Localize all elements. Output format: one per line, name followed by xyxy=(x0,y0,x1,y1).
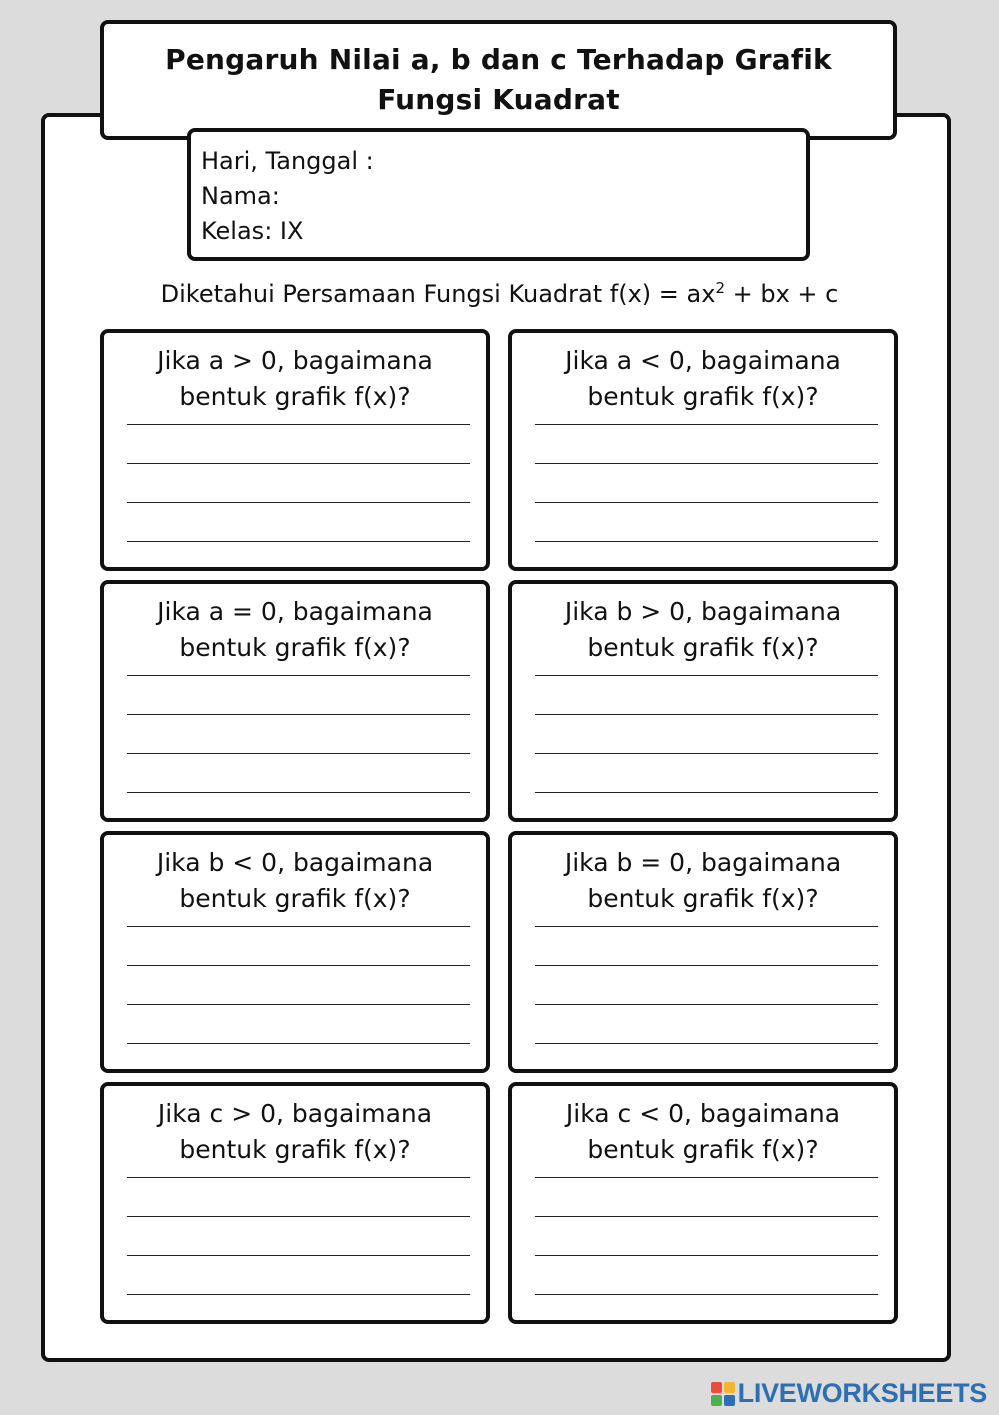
answer-line[interactable] xyxy=(127,1216,470,1217)
question-card-b-negative xyxy=(100,831,490,1073)
question-card-a-positive xyxy=(100,329,490,571)
answer-line[interactable] xyxy=(535,1043,878,1044)
answer-line[interactable] xyxy=(127,1294,470,1295)
question-text: Jika b = 0, bagaimana bentuk grafik f(x)? xyxy=(564,848,842,913)
equation-exponent: 2 xyxy=(715,279,725,297)
answer-line[interactable] xyxy=(127,965,470,966)
question-card-a-negative xyxy=(508,329,898,571)
answer-line[interactable] xyxy=(535,541,878,542)
question-card-c-negative xyxy=(508,1082,898,1324)
answer-line[interactable] xyxy=(535,1255,878,1256)
date-label: Hari, Tanggal : xyxy=(201,147,374,175)
answer-line[interactable] xyxy=(535,502,878,503)
answer-line[interactable] xyxy=(535,1216,878,1217)
answer-line[interactable] xyxy=(127,675,470,676)
logo-square xyxy=(711,1395,722,1406)
answer-line[interactable] xyxy=(127,502,470,503)
student-info-box xyxy=(187,128,810,261)
quadratic-equation xyxy=(0,270,999,312)
liveworksheets-brand xyxy=(711,1378,987,1409)
answer-line[interactable] xyxy=(127,541,470,542)
question-card-b-zero xyxy=(508,831,898,1073)
answer-line[interactable] xyxy=(535,1294,878,1295)
question-text: Jika c > 0, bagaimana bentuk grafik f(x)? xyxy=(157,1099,433,1164)
question-text: Jika b < 0, bagaimana bentuk grafik f(x)? xyxy=(156,848,434,913)
answer-line[interactable] xyxy=(535,792,878,793)
answer-line[interactable] xyxy=(127,753,470,754)
answer-line[interactable] xyxy=(127,714,470,715)
question-text: Jika c < 0, bagaimana bentuk grafik f(x)? xyxy=(565,1099,841,1164)
class-label: Kelas: IX xyxy=(201,217,304,245)
logo-square xyxy=(711,1382,722,1393)
answer-line[interactable] xyxy=(127,1177,470,1178)
answer-line[interactable] xyxy=(535,1004,878,1005)
equation-rest: + bx + c xyxy=(724,280,839,308)
question-text: Jika a = 0, bagaimana bentuk grafik f(x)? xyxy=(157,597,433,662)
logo-square xyxy=(724,1382,735,1393)
name-label: Nama: xyxy=(201,182,280,210)
equation-text: Diketahui Persamaan Fungsi Kuadrat f(x) = ax xyxy=(160,280,716,308)
answer-line[interactable] xyxy=(127,792,470,793)
answer-line[interactable] xyxy=(127,424,470,425)
answer-line[interactable] xyxy=(127,1043,470,1044)
question-text: Jika a > 0, bagaimana bentuk grafik f(x)? xyxy=(157,346,433,411)
answer-line[interactable] xyxy=(535,675,878,676)
question-card-c-positive xyxy=(100,1082,490,1324)
answer-line[interactable] xyxy=(535,424,878,425)
question-text: Jika a < 0, bagaimana bentuk grafik f(x)? xyxy=(565,346,841,411)
question-text: Jika b > 0, bagaimana bentuk grafik f(x)? xyxy=(564,597,842,662)
answer-line[interactable] xyxy=(535,463,878,464)
title-box xyxy=(100,20,897,140)
answer-line[interactable] xyxy=(535,714,878,715)
question-card-a-zero xyxy=(100,580,490,822)
page-title: Pengaruh Nilai a, b dan c Terhadap Grafik Fungsi Kuadrat xyxy=(165,43,832,116)
question-card-b-positive xyxy=(508,580,898,822)
answer-line[interactable] xyxy=(127,926,470,927)
answer-line[interactable] xyxy=(127,1004,470,1005)
answer-line[interactable] xyxy=(535,753,878,754)
answer-line[interactable] xyxy=(535,926,878,927)
answer-line[interactable] xyxy=(535,965,878,966)
logo-square xyxy=(724,1395,735,1406)
liveworksheets-logo-icon xyxy=(711,1382,735,1406)
answer-line[interactable] xyxy=(535,1177,878,1178)
answer-line[interactable] xyxy=(127,463,470,464)
answer-line[interactable] xyxy=(127,1255,470,1256)
brand-text: LIVEWORKSHEETS xyxy=(737,1378,987,1408)
